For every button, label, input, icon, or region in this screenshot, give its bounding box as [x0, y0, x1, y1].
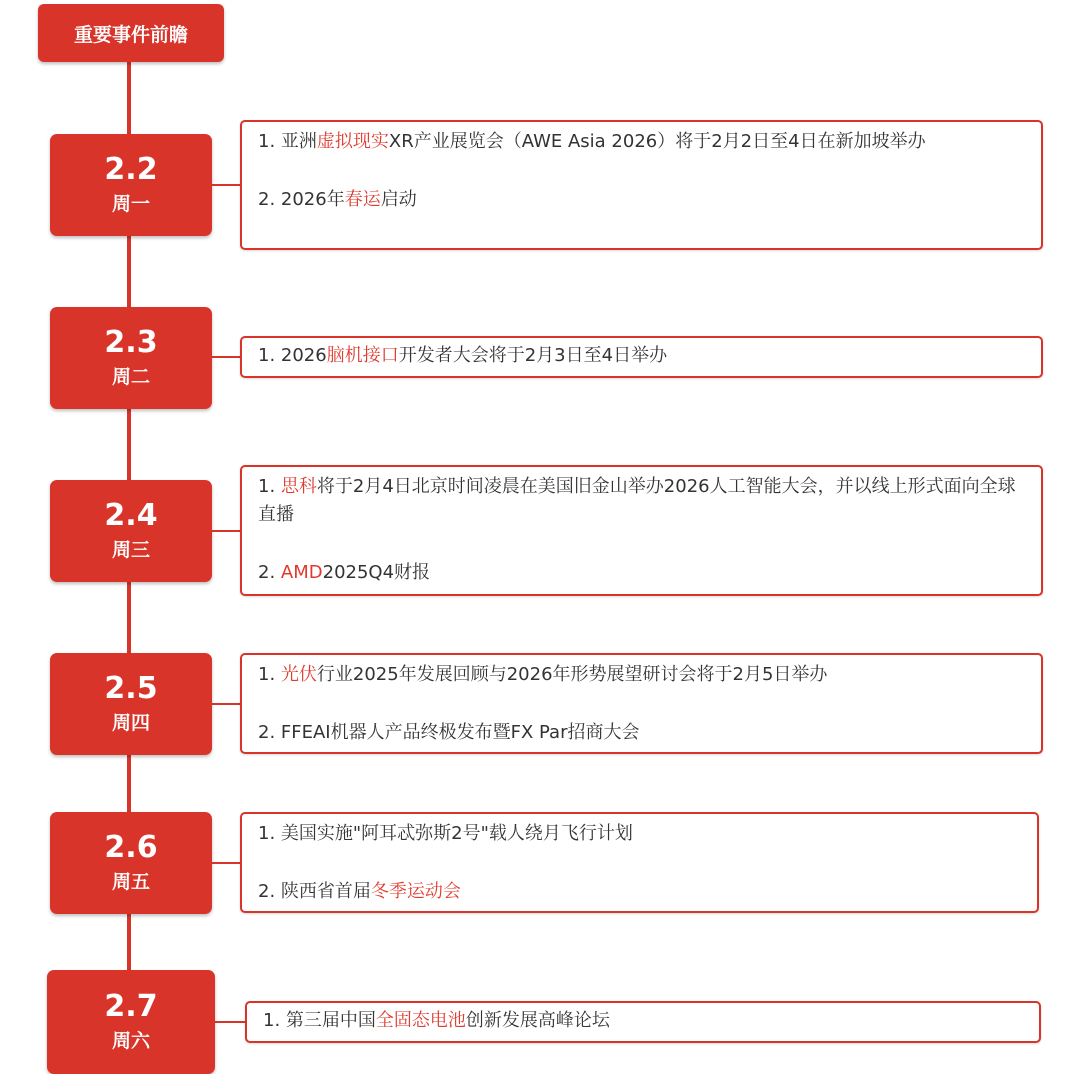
- date-label: 2.2: [104, 152, 158, 187]
- event-keyword: 全固态电池: [375, 1010, 466, 1031]
- connector: [212, 184, 242, 186]
- event-item: [258, 186, 1025, 214]
- date-label: 2.3: [104, 325, 158, 360]
- connector: [212, 530, 242, 532]
- connector: [212, 862, 242, 864]
- event-text: 2. 2026年: [258, 189, 345, 210]
- section-title: [38, 4, 224, 62]
- event-item: [263, 1007, 1023, 1035]
- event-text: 开发者大会将于2月3日至4日举办: [398, 345, 668, 366]
- date-box-2-2: [50, 134, 212, 236]
- event-item: [258, 342, 1025, 370]
- date-label: 2.7: [104, 989, 158, 1024]
- weekday-label: 周二: [111, 366, 150, 388]
- event-item: [258, 661, 1025, 689]
- event-text: 2.: [258, 562, 281, 583]
- connector: [212, 703, 242, 705]
- date-box-2-4: [50, 480, 212, 582]
- event-box-2-4: [240, 465, 1043, 596]
- event-text: 将于2月4日北京时间凌晨在美国旧金山举办2026人工智能大会，并以线上形式面向全球直播: [258, 476, 1016, 525]
- weekday-label: 周四: [111, 712, 150, 734]
- event-keyword: 思科: [280, 476, 317, 497]
- date-box-2-6: [50, 812, 212, 914]
- event-text: 2. FFEAI机器人产品终极发布暨FX Par招商大会: [258, 722, 640, 743]
- weekday-label: 周三: [111, 539, 150, 561]
- event-item: [258, 128, 1025, 156]
- event-text: 1.: [258, 476, 281, 497]
- date-label: 2.6: [104, 830, 158, 865]
- event-keyword: 冬季运动会: [370, 881, 461, 902]
- event-box-2-3: [240, 336, 1043, 378]
- date-label: 2.5: [104, 671, 158, 706]
- event-item: [258, 820, 1021, 848]
- event-text: 2. 陕西省首届: [258, 881, 371, 902]
- event-item: [258, 559, 1021, 587]
- event-text: 2025Q4财报: [322, 562, 431, 583]
- weekday-label: 周六: [111, 1030, 150, 1052]
- event-box-2-5: [240, 653, 1043, 754]
- event-text: 1. 美国实施"阿耳忒弥斯2号"载人绕月飞行计划: [258, 823, 633, 844]
- event-text: 1.: [258, 664, 281, 685]
- event-text: 1. 亚洲: [258, 131, 317, 152]
- event-text: XR产业展览会（AWE Asia 2026）将于2月2日至4日在新加坡举办: [388, 131, 926, 152]
- event-keyword: 春运: [344, 189, 381, 210]
- event-item: [258, 878, 1021, 906]
- weekday-label: 周一: [111, 193, 150, 215]
- event-item: [258, 719, 1025, 747]
- event-text: 1. 第三届中国: [263, 1010, 376, 1031]
- event-box-2-6: [240, 812, 1039, 913]
- event-text: 1. 2026: [258, 345, 327, 366]
- event-item: [258, 473, 1021, 529]
- section-title-text: 重要事件前瞻: [73, 23, 188, 46]
- event-keyword: 脑机接口: [326, 345, 399, 366]
- date-box-2-3: [50, 307, 212, 409]
- event-text: 启动: [380, 189, 417, 210]
- date-label: 2.4: [104, 498, 158, 533]
- event-box-2-7: [245, 1001, 1041, 1043]
- connector: [212, 356, 242, 358]
- connector: [215, 1021, 247, 1023]
- event-keyword: 虚拟现实: [316, 131, 389, 152]
- date-box-2-5: [50, 653, 212, 755]
- event-keyword: 光伏: [280, 664, 317, 685]
- event-text: 行业2025年发展回顾与2026年形势展望研讨会将于2月5日举办: [316, 664, 828, 685]
- event-keyword: AMD: [280, 562, 323, 583]
- date-box-2-7: [47, 970, 215, 1074]
- event-box-2-2: [240, 120, 1043, 250]
- event-text: 创新发展高峰论坛: [465, 1010, 610, 1031]
- weekday-label: 周五: [111, 871, 150, 893]
